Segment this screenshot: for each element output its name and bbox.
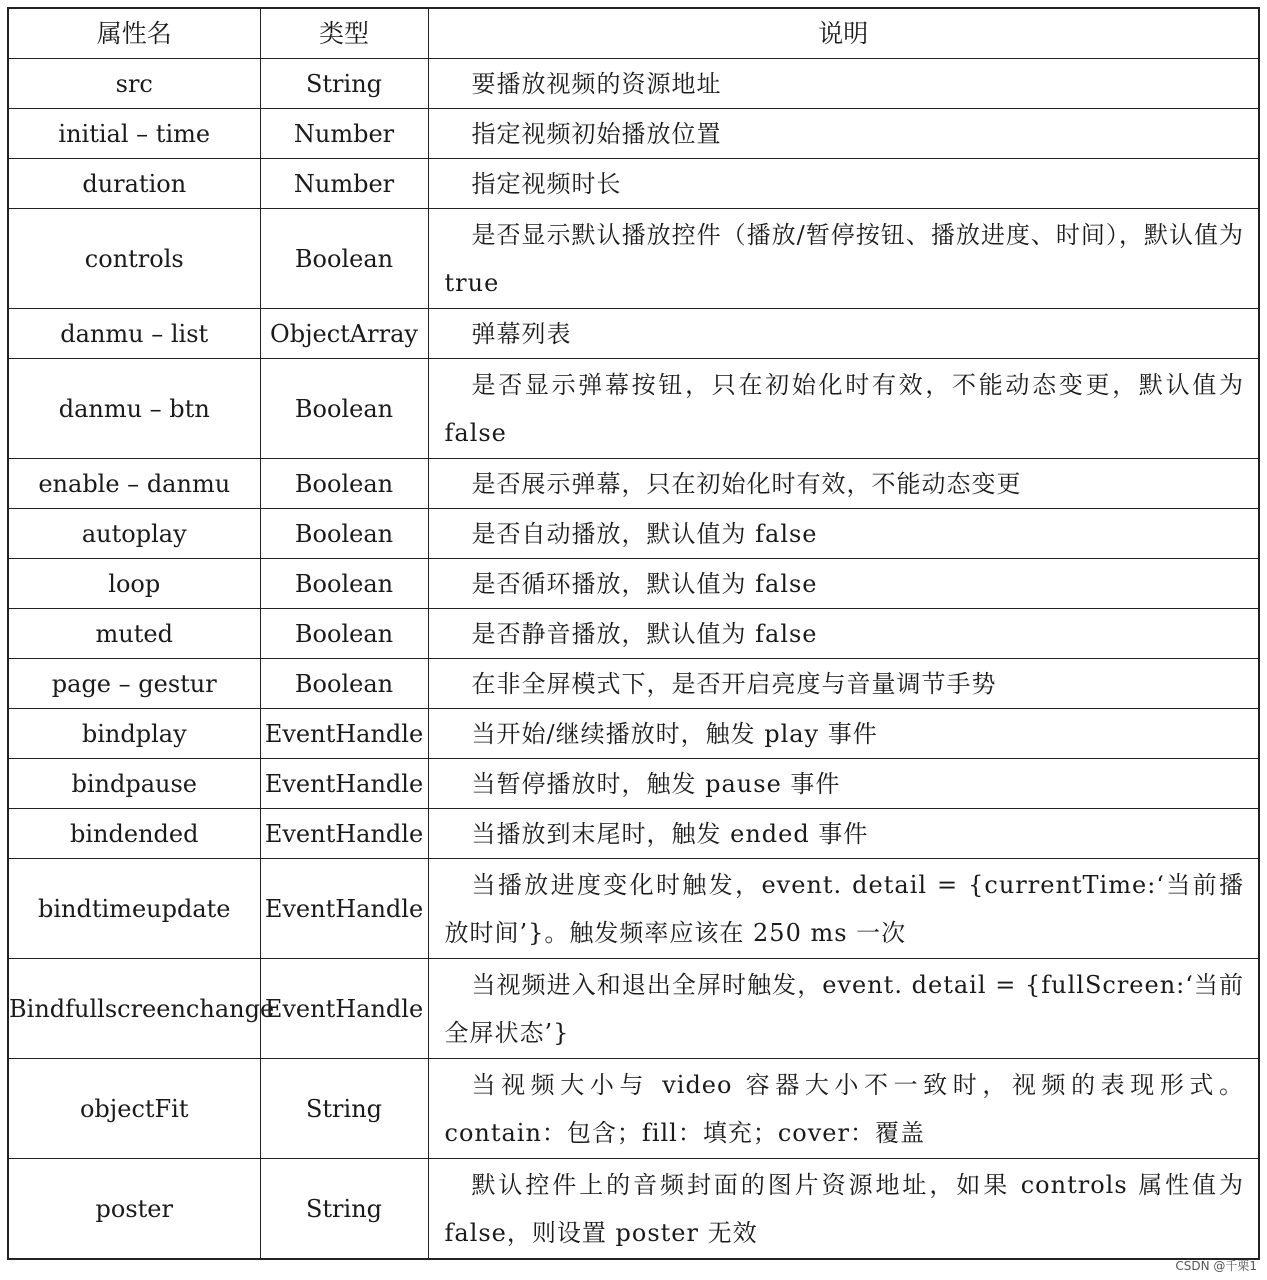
cell-attribute-name: enable – danmu [8,459,260,509]
description-text: 当视频大小与 video 容器大小不一致时，视频的表现形式。contain：包含；fill：填充；cover：覆盖 [444,1070,1244,1147]
cell-description [428,859,1259,959]
cell-description [428,209,1259,309]
description-text: 是否循环播放，默认值为 false [471,569,818,598]
description-text: 是否静音播放，默认值为 false [471,619,818,648]
table-row [8,559,1259,609]
table-row [8,809,1259,859]
description-text: 当播放到末尾时，触发 ended 事件 [471,819,869,848]
cell-attribute-name: bindended [8,809,260,859]
cell-description [428,459,1259,509]
cell-attribute-name: danmu – btn [8,359,260,459]
cell-attribute-name: danmu – list [8,309,260,359]
cell-attribute-name: controls [8,209,260,309]
cell-type: EventHandle [260,859,428,959]
cell-type: String [260,1159,428,1260]
cell-description [428,359,1259,459]
table-row [8,359,1259,459]
table-row [8,759,1259,809]
table-header-row [8,8,1259,59]
cell-attribute-name: bindplay [8,709,260,759]
cell-attribute-name: autoplay [8,509,260,559]
table-row [8,109,1259,159]
description-text: 当开始/继续播放时，触发 play 事件 [471,719,878,748]
table-row [8,309,1259,359]
table-row [8,1059,1259,1159]
table-row [8,1159,1259,1260]
cell-description [428,109,1259,159]
cell-attribute-name: bindpause [8,759,260,809]
cell-description [428,1159,1259,1260]
cell-type: Boolean [260,509,428,559]
description-text: 指定视频初始播放位置 [471,119,722,148]
header-attribute-name: 属性名 [8,8,260,59]
description-text: 指定视频时长 [471,169,622,198]
video-attribute-table [7,7,1260,1260]
cell-description [428,959,1259,1059]
cell-type: EventHandle [260,959,428,1059]
table-row [8,59,1259,109]
cell-type: Boolean [260,459,428,509]
description-text: 当暂停播放时，触发 pause 事件 [471,769,841,798]
table-row [8,459,1259,509]
cell-attribute-name: duration [8,159,260,209]
cell-attribute-name: Bindfullscreenchange [8,959,260,1059]
cell-attribute-name: loop [8,559,260,609]
cell-description [428,59,1259,109]
cell-attribute-name: src [8,59,260,109]
table-row [8,709,1259,759]
watermark: CSDN @千栗1 [1175,1259,1257,1273]
cell-type: Boolean [260,609,428,659]
cell-type: Number [260,109,428,159]
description-text: 在非全屏模式下，是否开启亮度与音量调节手势 [471,669,997,698]
cell-attribute-name: poster [8,1159,260,1260]
description-text: 是否显示默认播放控件（播放/暂停按钮、播放进度、时间），默认值为 true [444,220,1244,297]
cell-description [428,609,1259,659]
description-text: 是否自动播放，默认值为 false [471,519,818,548]
cell-type: EventHandle [260,809,428,859]
cell-type: Number [260,159,428,209]
cell-description [428,559,1259,609]
cell-type: String [260,1059,428,1159]
cell-type: Boolean [260,559,428,609]
table-row [8,609,1259,659]
cell-description [428,509,1259,559]
cell-type: EventHandle [260,709,428,759]
cell-type: Boolean [260,359,428,459]
description-text: 要播放视频的资源地址 [471,69,722,98]
description-text: 是否显示弹幕按钮，只在初始化时有效，不能动态变更，默认值为 false [444,370,1244,447]
table-row [8,959,1259,1059]
cell-description [428,759,1259,809]
description-text: 默认控件上的音频封面的图片资源地址，如果 controls 属性值为 false，则设置 poster 无效 [444,1170,1244,1247]
cell-type: ObjectArray [260,309,428,359]
header-description: 说明 [428,8,1259,59]
cell-description [428,709,1259,759]
header-type: 类型 [260,8,428,59]
cell-description [428,659,1259,709]
cell-attribute-name: initial – time [8,109,260,159]
cell-type: EventHandle [260,759,428,809]
cell-attribute-name: bindtimeupdate [8,859,260,959]
description-text: 弹幕列表 [471,319,572,348]
description-text: 是否展示弹幕，只在初始化时有效，不能动态变更 [471,469,1022,498]
table-row [8,209,1259,309]
cell-attribute-name: muted [8,609,260,659]
description-text: 当播放进度变化时触发，event. detail = {currentTime:‘当前播放时间’}。触发频率应该在 250 ms 一次 [444,870,1244,947]
cell-type: String [260,59,428,109]
cell-description [428,159,1259,209]
cell-type: Boolean [260,209,428,309]
cell-attribute-name: page – gestur [8,659,260,709]
cell-description [428,309,1259,359]
cell-description [428,1059,1259,1159]
description-text: 当视频进入和退出全屏时触发，event. detail = {fullScreen:‘当前全屏状态’} [444,970,1244,1047]
table-row [8,659,1259,709]
attribute-table-container [7,7,1258,1260]
cell-description [428,809,1259,859]
table-row [8,859,1259,959]
table-row [8,159,1259,209]
table-row [8,509,1259,559]
cell-type: Boolean [260,659,428,709]
cell-attribute-name: objectFit [8,1059,260,1159]
